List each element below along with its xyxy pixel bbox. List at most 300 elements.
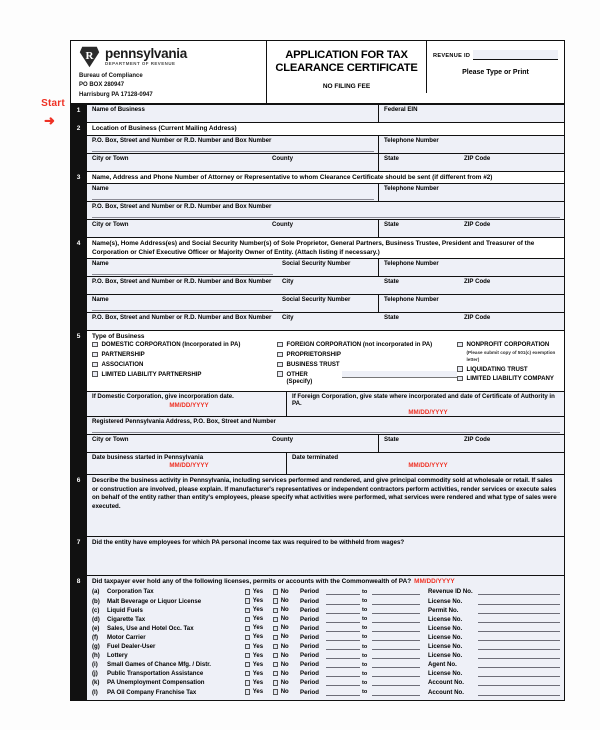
checkbox-icon[interactable] bbox=[92, 371, 98, 377]
checkbox-label: ASSOCIATION bbox=[101, 361, 144, 369]
domestic-incorporation-date-field[interactable] bbox=[87, 392, 287, 416]
period-label: Period bbox=[300, 679, 319, 687]
checkbox-label: FOREIGN CORPORATION (not incorporated in PA) bbox=[286, 341, 433, 349]
officer2-telephone-field[interactable] bbox=[379, 295, 564, 312]
section-3-title: Name, Address and Phone Number of Attorney or Representative to whom Clearance Certificate should be sent (if different from #2) bbox=[92, 173, 493, 181]
attorney-street-field[interactable] bbox=[87, 202, 564, 219]
officer2-street-label: P.O. Box, Street and Number or R.D. Number and Box Number bbox=[92, 314, 272, 322]
employees-answer-input[interactable] bbox=[87, 550, 564, 575]
checkbox-limited-liability-company[interactable] bbox=[457, 375, 560, 382]
checkbox-icon[interactable] bbox=[273, 662, 278, 667]
license-id-input[interactable] bbox=[478, 616, 560, 623]
date-started-label: Date business started in Pennsylvania bbox=[92, 453, 204, 461]
no-label: No bbox=[280, 661, 289, 668]
attorney-zip-field[interactable] bbox=[459, 220, 564, 237]
attorney-city-label: City or Town bbox=[92, 221, 129, 229]
yes-label: Yes bbox=[252, 643, 264, 650]
license-row-letter: (j) bbox=[92, 670, 98, 678]
checkbox-icon[interactable] bbox=[277, 342, 283, 348]
license-row bbox=[92, 678, 560, 687]
license-no-option[interactable] bbox=[273, 662, 300, 668]
field-underline bbox=[92, 217, 560, 218]
officer1-city-label: City bbox=[282, 278, 294, 286]
period-to-input[interactable] bbox=[372, 634, 420, 641]
checkbox-label: PARTNERSHIP bbox=[101, 351, 145, 359]
period-label: Period bbox=[300, 670, 319, 678]
registered-city-field[interactable] bbox=[87, 435, 267, 452]
to-label: to bbox=[362, 679, 368, 686]
license-yes-option[interactable] bbox=[245, 598, 273, 604]
attorney-name-label: Name bbox=[92, 185, 109, 193]
attorney-telephone-field[interactable] bbox=[379, 184, 564, 201]
checkbox-icon[interactable] bbox=[92, 342, 98, 348]
no-label: No bbox=[280, 588, 289, 595]
section-1-number: 1 bbox=[71, 105, 86, 122]
checkbox-icon[interactable] bbox=[273, 626, 278, 631]
checkbox-limited-liability-partnership[interactable] bbox=[92, 371, 277, 378]
checkbox-other[interactable] bbox=[277, 371, 457, 386]
period-from-input[interactable] bbox=[326, 607, 360, 614]
license-row-name: Malt Beverage or Liquor License bbox=[107, 597, 202, 605]
license-yes-option[interactable] bbox=[245, 589, 273, 595]
license-row-name: Lottery bbox=[107, 652, 128, 660]
form-title-line-2: CLEARANCE CERTIFICATE bbox=[275, 62, 418, 75]
type-of-business-column-2 bbox=[277, 341, 457, 388]
registered-zip-label: ZIP Code bbox=[464, 435, 491, 443]
form-title-line-1: APPLICATION FOR TAX bbox=[285, 49, 408, 61]
officer1-telephone-label: Telephone Number bbox=[384, 260, 439, 268]
checkbox-icon[interactable] bbox=[273, 608, 278, 613]
to-label: to bbox=[362, 634, 368, 641]
license-row bbox=[92, 687, 560, 696]
officer1-ssn-field[interactable] bbox=[277, 259, 379, 276]
license-id-input[interactable] bbox=[478, 634, 560, 641]
period-to-input[interactable] bbox=[372, 588, 420, 595]
yes-label: Yes bbox=[252, 588, 264, 595]
checkbox-icon[interactable] bbox=[245, 689, 250, 694]
yes-label: Yes bbox=[252, 652, 264, 659]
checkbox-icon[interactable] bbox=[457, 342, 463, 348]
officer2-name-field[interactable] bbox=[87, 295, 277, 312]
checkbox-partnership[interactable] bbox=[92, 351, 277, 358]
agency-address bbox=[79, 72, 260, 100]
checkbox-icon[interactable] bbox=[273, 689, 278, 694]
to-label: to bbox=[362, 670, 368, 677]
license-row bbox=[92, 615, 560, 624]
license-row bbox=[92, 642, 560, 651]
officer1-state-field[interactable] bbox=[379, 277, 459, 294]
checkbox-business-trust[interactable] bbox=[277, 361, 457, 368]
period-from-input[interactable] bbox=[326, 661, 360, 668]
license-id-input[interactable] bbox=[478, 652, 560, 659]
checkbox-icon[interactable] bbox=[273, 617, 278, 622]
period-to-input[interactable] bbox=[372, 661, 420, 668]
to-label: to bbox=[362, 652, 368, 659]
field-underline bbox=[92, 151, 374, 152]
checkbox-icon[interactable] bbox=[245, 598, 250, 603]
officer1-telephone-field[interactable] bbox=[379, 259, 564, 276]
license-id-input[interactable] bbox=[478, 607, 560, 614]
period-label: Period bbox=[300, 597, 319, 605]
checkbox-nonprofit-corporation[interactable] bbox=[457, 341, 560, 348]
checkbox-icon[interactable] bbox=[277, 362, 283, 368]
license-id-label: Revenue ID No. bbox=[428, 588, 473, 596]
license-row-name: Corporation Tax bbox=[107, 588, 154, 596]
bureau-line-2: PO BOX 280947 bbox=[79, 82, 125, 89]
checkbox-domestic-corporation[interactable] bbox=[92, 341, 277, 348]
period-from-input[interactable] bbox=[326, 689, 360, 696]
license-id-input[interactable] bbox=[478, 643, 560, 650]
period-from-input[interactable] bbox=[326, 588, 360, 595]
period-to-input[interactable] bbox=[372, 689, 420, 696]
registered-address-label: Registered Pennsylvania Address, P.O. Box, Street and Number bbox=[92, 417, 276, 425]
agency-department: DEPARTMENT OF REVENUE bbox=[105, 60, 176, 66]
section-2-title: Location of Business (Current Mailing Address) bbox=[92, 124, 237, 132]
officer2-city-label: City bbox=[282, 314, 294, 322]
officer1-zip-label: ZIP Code bbox=[464, 278, 491, 286]
checkbox-association[interactable] bbox=[92, 361, 277, 368]
section-5-number: 5 bbox=[71, 331, 86, 473]
license-no-option[interactable] bbox=[273, 625, 300, 631]
field-underline bbox=[92, 432, 560, 433]
period-from-input[interactable] bbox=[326, 670, 360, 677]
license-yes-option[interactable] bbox=[245, 689, 273, 695]
period-label: Period bbox=[300, 633, 319, 641]
type-of-business-column-3 bbox=[457, 341, 560, 388]
business-dates-row bbox=[87, 452, 564, 474]
checkbox-icon[interactable] bbox=[273, 598, 278, 603]
license-row-letter: (i) bbox=[92, 661, 98, 669]
period-to-input[interactable] bbox=[372, 625, 420, 632]
date-format-hint: MM/DD/YYYY bbox=[408, 408, 448, 416]
checkbox-icon[interactable] bbox=[245, 608, 250, 613]
license-row-name: Fuel Dealer-User bbox=[107, 643, 156, 651]
license-row-name: PA Unemployment Compensation bbox=[107, 679, 205, 687]
business-street-label: P.O. Box, Street and Number or R.D. Number and Box Number bbox=[92, 136, 272, 144]
license-id-input[interactable] bbox=[478, 625, 560, 632]
section-8-number: 8 bbox=[71, 576, 86, 699]
license-yes-option[interactable] bbox=[245, 662, 273, 668]
registered-zip-field[interactable] bbox=[459, 435, 564, 452]
checkbox-icon[interactable] bbox=[245, 653, 250, 658]
license-row bbox=[92, 660, 560, 669]
checkbox-label: NONPROFIT CORPORATION bbox=[466, 341, 550, 349]
checkbox-icon[interactable] bbox=[457, 376, 463, 382]
license-yes-option[interactable] bbox=[245, 653, 273, 659]
license-row bbox=[92, 606, 560, 615]
period-to-input[interactable] bbox=[372, 616, 420, 623]
checkbox-icon[interactable] bbox=[245, 680, 250, 685]
officer1-city-field[interactable] bbox=[277, 277, 379, 294]
section-8 bbox=[71, 575, 564, 699]
section-2-number: 2 bbox=[71, 123, 86, 171]
license-id-input[interactable] bbox=[478, 598, 560, 605]
period-from-input[interactable] bbox=[326, 643, 360, 650]
federal-ein-field[interactable] bbox=[379, 105, 564, 122]
license-id-label: Account No. bbox=[428, 679, 464, 687]
checkbox-liquidating-trust[interactable] bbox=[457, 366, 560, 373]
to-label: to bbox=[362, 616, 368, 623]
officer2-state-label: State bbox=[384, 314, 399, 322]
attorney-zip-label: ZIP Code bbox=[464, 221, 491, 229]
license-id-label: License No. bbox=[428, 643, 463, 651]
checkbox-icon[interactable] bbox=[457, 366, 463, 372]
license-id-label: Account No. bbox=[428, 688, 464, 696]
checkbox-label: LIMITED LIABILITY COMPANY bbox=[466, 375, 554, 383]
checkbox-icon[interactable] bbox=[245, 626, 250, 631]
checkbox-icon[interactable] bbox=[92, 362, 98, 368]
business-telephone-field[interactable] bbox=[379, 136, 564, 153]
license-yes-option[interactable] bbox=[245, 634, 273, 640]
checkbox-icon[interactable] bbox=[273, 671, 278, 676]
checkbox-icon[interactable] bbox=[245, 644, 250, 649]
checkbox-icon[interactable] bbox=[245, 589, 250, 594]
license-yes-option[interactable] bbox=[245, 671, 273, 677]
period-label: Period bbox=[300, 588, 319, 596]
period-to-input[interactable] bbox=[372, 643, 420, 650]
checkbox-label: OTHER (Specify) bbox=[286, 370, 313, 386]
date-format-hint: MM/DD/YYYY bbox=[414, 578, 455, 586]
officer1-ssn-label: Social Security Number bbox=[282, 260, 351, 268]
business-street-field[interactable] bbox=[87, 136, 379, 153]
officer2-street-field[interactable] bbox=[87, 313, 277, 330]
checkbox-icon[interactable] bbox=[273, 589, 278, 594]
checkbox-icon[interactable] bbox=[245, 617, 250, 622]
officer1-street-label: P.O. Box, Street and Number or R.D. Number and Box Number bbox=[92, 278, 272, 286]
date-format-hint: MM/DD/YYYY bbox=[408, 462, 448, 470]
bureau-line-3: Harrisburg PA 17128-0947 bbox=[79, 91, 153, 98]
business-county-field[interactable] bbox=[267, 154, 379, 171]
attorney-state-label: State bbox=[384, 221, 399, 229]
business-name-field[interactable] bbox=[87, 105, 379, 122]
no-label: No bbox=[280, 616, 289, 623]
section-3 bbox=[71, 171, 564, 238]
license-id-label: License No. bbox=[428, 670, 463, 678]
federal-ein-label: Federal EIN bbox=[384, 105, 418, 113]
period-from-input[interactable] bbox=[326, 598, 360, 605]
license-row bbox=[92, 597, 560, 606]
checkbox-icon[interactable] bbox=[273, 635, 278, 640]
registered-city-label: City or Town bbox=[92, 435, 129, 443]
attorney-county-field[interactable] bbox=[267, 220, 379, 237]
business-city-field[interactable] bbox=[87, 154, 267, 171]
to-label: to bbox=[362, 625, 368, 632]
period-from-input[interactable] bbox=[326, 679, 360, 686]
business-state-field[interactable] bbox=[379, 154, 459, 171]
type-of-business-column-1 bbox=[92, 341, 277, 388]
revenue-id-label: REVENUE ID bbox=[433, 53, 471, 59]
license-row bbox=[92, 633, 560, 642]
section-3-number: 3 bbox=[71, 172, 86, 238]
revenue-id-input[interactable] bbox=[473, 50, 558, 60]
checkbox-label: PROPRIETORSHIP bbox=[286, 351, 341, 359]
license-no-option[interactable] bbox=[273, 589, 300, 595]
license-yes-option[interactable] bbox=[245, 625, 273, 631]
field-underline bbox=[92, 199, 374, 200]
checkbox-icon[interactable] bbox=[245, 671, 250, 676]
period-to-input[interactable] bbox=[372, 670, 420, 677]
license-no-option[interactable] bbox=[273, 680, 300, 686]
officer1-zip-field[interactable] bbox=[459, 277, 564, 294]
license-id-label: License No. bbox=[428, 615, 463, 623]
other-specify-input[interactable] bbox=[342, 371, 457, 378]
registered-state-field[interactable] bbox=[379, 435, 459, 452]
license-row-letter: (c) bbox=[92, 606, 100, 614]
type-or-print-label: Please Type or Print bbox=[462, 69, 529, 76]
yes-label: Yes bbox=[252, 670, 264, 677]
yes-label: Yes bbox=[252, 607, 264, 614]
officer2-city-field[interactable] bbox=[277, 313, 379, 330]
period-from-input[interactable] bbox=[326, 634, 360, 641]
checkbox-icon[interactable] bbox=[245, 662, 250, 667]
domestic-incorporation-date-label: If Domestic Corporation, give incorporation date. bbox=[92, 393, 234, 401]
license-row-letter: (f) bbox=[92, 633, 99, 641]
license-row-name: Sales, Use and Hotel Occ. Tax bbox=[107, 624, 194, 632]
officer2-ssn-label: Social Security Number bbox=[282, 296, 351, 304]
no-filing-fee-label: NO FILING FEE bbox=[322, 83, 371, 91]
business-activity-input[interactable] bbox=[87, 514, 564, 536]
date-terminated-field[interactable] bbox=[287, 453, 564, 474]
license-row bbox=[92, 587, 560, 596]
foreign-authority-date-label: If Foreign Corporation, give state where incorporated and date of Certificate of Authority in PA. bbox=[292, 393, 555, 408]
section-4 bbox=[71, 237, 564, 330]
section-1 bbox=[71, 104, 564, 122]
checkbox-icon[interactable] bbox=[273, 680, 278, 685]
period-label: Period bbox=[300, 606, 319, 614]
checkbox-foreign-corporation[interactable] bbox=[277, 341, 457, 348]
to-label: to bbox=[362, 598, 368, 605]
license-id-input[interactable] bbox=[478, 689, 560, 696]
license-row-letter: (b) bbox=[92, 597, 100, 605]
attorney-telephone-label: Telephone Number bbox=[384, 185, 439, 193]
yes-label: Yes bbox=[252, 679, 264, 686]
foreign-authority-date-field[interactable] bbox=[287, 392, 564, 416]
period-from-input[interactable] bbox=[326, 616, 360, 623]
employees-question bbox=[87, 537, 564, 550]
officer2-zip-field[interactable] bbox=[459, 313, 564, 330]
section-5-title: Type of Business bbox=[92, 333, 145, 341]
yes-label: Yes bbox=[252, 634, 264, 641]
license-no-option[interactable] bbox=[273, 653, 300, 659]
license-id-input[interactable] bbox=[478, 670, 560, 677]
license-yes-option[interactable] bbox=[245, 607, 273, 613]
license-row-name: Small Games of Chance Mfg. / Distr. bbox=[107, 661, 211, 669]
no-label: No bbox=[280, 607, 289, 614]
date-started-field[interactable] bbox=[87, 453, 287, 474]
license-row-letter: (g) bbox=[92, 643, 100, 651]
checkbox-icon[interactable] bbox=[92, 352, 98, 358]
license-id-input[interactable] bbox=[478, 679, 560, 686]
attorney-city-field[interactable] bbox=[87, 220, 267, 237]
checkbox-proprietorship[interactable] bbox=[277, 351, 457, 358]
registered-county-field[interactable] bbox=[267, 435, 379, 452]
period-to-input[interactable] bbox=[372, 598, 420, 605]
period-to-input[interactable] bbox=[372, 679, 420, 686]
registered-state-label: State bbox=[384, 435, 399, 443]
business-zip-field[interactable] bbox=[459, 154, 564, 171]
checkbox-label: BUSINESS TRUST bbox=[286, 361, 340, 369]
attorney-street-label: P.O. Box, Street and Number or R.D. Number and Box Number bbox=[92, 203, 272, 211]
checkbox-icon[interactable] bbox=[273, 653, 278, 658]
business-county-label: County bbox=[272, 154, 293, 162]
license-no-option[interactable] bbox=[273, 689, 300, 695]
attorney-county-label: County bbox=[272, 221, 293, 229]
officer2-name-label: Name bbox=[92, 296, 109, 304]
license-list bbox=[87, 587, 564, 699]
period-label: Period bbox=[300, 615, 319, 623]
to-label: to bbox=[362, 643, 368, 650]
section-4-number: 4 bbox=[71, 238, 86, 330]
section-5 bbox=[71, 330, 564, 473]
checkbox-icon[interactable] bbox=[277, 371, 283, 377]
license-id-label: License No. bbox=[428, 624, 463, 632]
license-id-label: License No. bbox=[428, 652, 463, 660]
officer1-name-field[interactable] bbox=[87, 259, 277, 276]
field-underline bbox=[92, 310, 273, 311]
bureau-line-1: Bureau of Compliance bbox=[79, 73, 143, 79]
no-label: No bbox=[280, 652, 289, 659]
license-yes-option[interactable] bbox=[245, 616, 273, 622]
type-of-business-group bbox=[87, 331, 564, 391]
period-to-input[interactable] bbox=[372, 607, 420, 614]
officer2-state-field[interactable] bbox=[379, 313, 459, 330]
agency-block bbox=[71, 41, 267, 103]
license-no-option[interactable] bbox=[273, 598, 300, 604]
period-from-input[interactable] bbox=[326, 652, 360, 659]
nonprofit-note: (Please submit copy of 501(c) exemption letter) bbox=[466, 350, 556, 362]
license-no-option[interactable] bbox=[273, 644, 300, 650]
registered-address-field[interactable] bbox=[87, 417, 564, 434]
license-row-name: Liquid Fuels bbox=[107, 606, 143, 614]
section-7-number: 7 bbox=[71, 537, 86, 575]
license-no-option[interactable] bbox=[273, 607, 300, 613]
license-row-letter: (k) bbox=[92, 679, 100, 687]
incorporation-date-row bbox=[87, 391, 564, 416]
checkbox-icon[interactable] bbox=[273, 644, 278, 649]
checkbox-label: LIMITED LIABILITY PARTNERSHIP bbox=[101, 370, 202, 378]
to-label: to bbox=[362, 689, 368, 696]
license-no-option[interactable] bbox=[273, 671, 300, 677]
license-row-letter: (h) bbox=[92, 652, 100, 660]
tax-clearance-form bbox=[70, 40, 565, 701]
license-yes-option[interactable] bbox=[245, 680, 273, 686]
title-block bbox=[267, 41, 564, 103]
attorney-state-field[interactable] bbox=[379, 220, 459, 237]
no-label: No bbox=[280, 643, 289, 650]
period-label: Period bbox=[300, 661, 319, 669]
yes-label: Yes bbox=[252, 616, 264, 623]
checkbox-icon[interactable] bbox=[245, 635, 250, 640]
officer1-state-label: State bbox=[384, 278, 399, 286]
license-row-name: Motor Carrier bbox=[107, 633, 146, 641]
period-label: Period bbox=[300, 688, 319, 696]
checkbox-icon[interactable] bbox=[277, 352, 283, 358]
svg-text:R: R bbox=[85, 50, 94, 63]
license-yes-option[interactable] bbox=[245, 644, 273, 650]
no-label: No bbox=[280, 625, 289, 632]
license-no-option[interactable] bbox=[273, 634, 300, 640]
period-to-input[interactable] bbox=[372, 652, 420, 659]
officer2-ssn-field[interactable] bbox=[277, 295, 379, 312]
license-id-input[interactable] bbox=[478, 661, 560, 668]
license-no-option[interactable] bbox=[273, 616, 300, 622]
license-id-input[interactable] bbox=[478, 588, 560, 595]
period-from-input[interactable] bbox=[326, 625, 360, 632]
date-format-hint: MM/DD/YYYY bbox=[169, 462, 209, 470]
yes-label: Yes bbox=[252, 598, 264, 605]
officer1-street-field[interactable] bbox=[87, 277, 277, 294]
attorney-name-field[interactable] bbox=[87, 184, 379, 201]
